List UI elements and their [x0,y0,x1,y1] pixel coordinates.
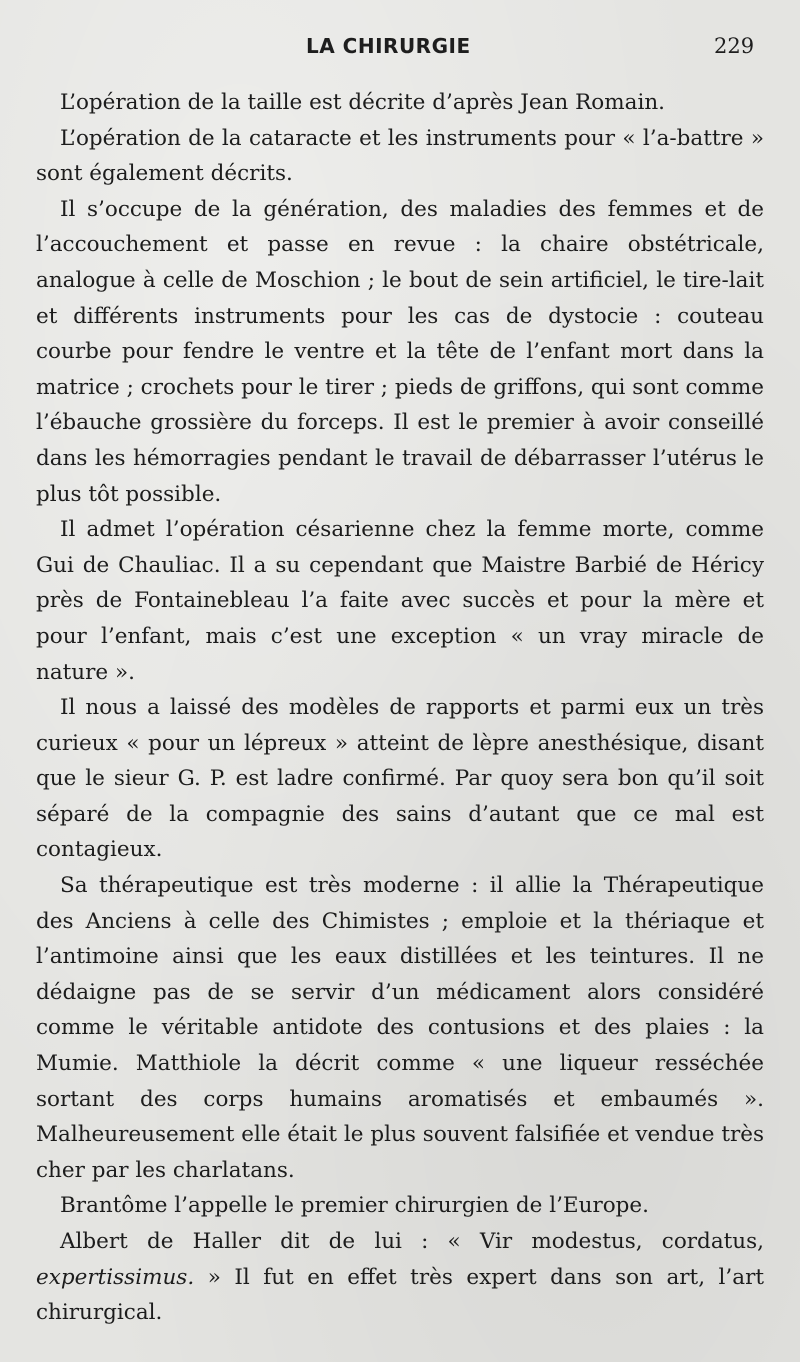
haller-quote-start: Albert de Haller dit de lui : « Vir modestus, cordatus, [60,1229,764,1254]
page-number: 229 [714,34,755,58]
page-header [0,34,800,64]
haller-quote-end: » Il fut en effet très expert dans son art, l’art chirurgical. [36,1264,764,1326]
paragraph-taille: L’opération de la taille est décrite d’après Jean Romain. [60,90,666,115]
paragraph-cataracte: L’opération de la cataracte et les instruments pour « l’a-battre » sont également décrits. [36,125,764,187]
paragraph-therapeutique: Sa thérapeutique est très moderne : il allie la Thérapeutique des Anciens à celle des Chimistes ; emploie et la thériaque et l’antimoine ainsi que les eaux distillées et les teintures. Il ne dédaigne pas de se servir d’un médicament alors considéré comme le véritable antidote des contusions et des plaies : la Mumie. Matthiole la décrit comme « une liqueur resséchée sortant des corps humains aromatisés et embaumés ». Malheureusement elle était le plus souvent falsifiée et vendue très cher par les charlatans. [36,873,764,1183]
paragraph-cesarienne: Il admet l’opération césarienne chez la femme morte, comme Gui de Chauliac. Il a su cependant que Maistre Barbié de Héricy près de Fontainebleau l’a faite avec succès et pour la mère et pour l’enfant, mais c’est une exception « un vray miracle de nature ». [36,517,764,685]
paragraph-rapports: Il nous a laissé des modèles de rapports et parmi eux un très curieux « pour un lépreux » atteint de lèpre anesthésique, disant que le sieur G. P. est ladre confirmé. Par quoy sera bon qu’il soit séparé de la compagnie des sains d’autant que ce mal est contagieux. [36,695,764,863]
paragraph-generation: Il s’occupe de la génération, des maladies des femmes et de l’accouchement et passe en revue : la chaire obstétricale, analogue à celle de Moschion ; le bout de sein artificiel, le tire-lait et différents instruments pour les cas de dystocie : couteau courbe pour fendre le ventre et la tête de l’enfant mort dans la matrice ; crochets pour le tirer ; pieds de griffons, qui sont comme l’ébauche grossière du forceps. Il est le premier à avoir conseillé dans les hémorragies pendant le travail de débarrasser l’utérus le plus tôt possible. [36,196,764,507]
paragraph-brantome: Brantôme l’appelle le premier chirurgien de l’Europe. [60,1193,649,1219]
paragraph-haller [36,1224,764,1331]
running-title: LA CHIRURGIE [306,34,471,58]
body-text [36,85,764,1331]
haller-quote-italic: expertissimus. [36,1264,195,1290]
